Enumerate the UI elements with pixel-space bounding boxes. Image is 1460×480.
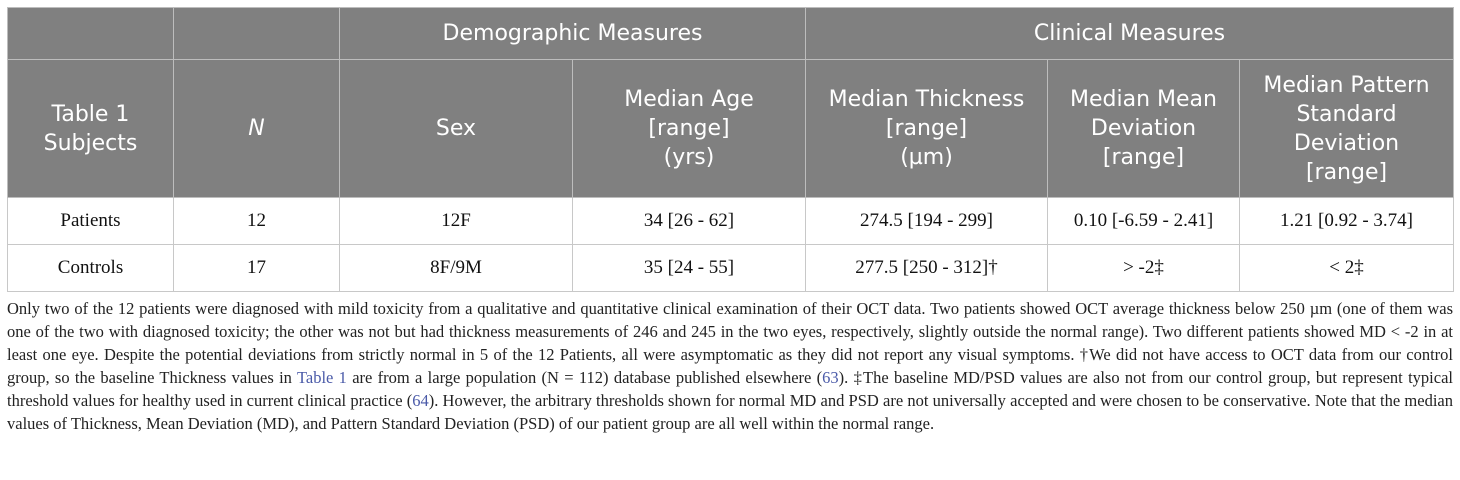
table-cell: 12 bbox=[174, 198, 340, 245]
table-cell: 17 bbox=[174, 245, 340, 292]
table-row bbox=[8, 198, 1454, 245]
reference-63-link[interactable]: 63 bbox=[822, 368, 839, 388]
table-cell: Controls bbox=[8, 245, 174, 292]
table-footnote bbox=[7, 297, 1453, 436]
column-header-n: N bbox=[174, 60, 340, 198]
table-cell: < 2‡ bbox=[1240, 245, 1454, 292]
table-cell: Patients bbox=[8, 198, 174, 245]
column-header-median-thickness: Median Thickness [range] (µm) bbox=[806, 60, 1048, 198]
group-header-clinical: Clinical Measures bbox=[806, 8, 1454, 60]
column-header-median-pattern-sd: Median Pattern Standard Deviation [range] bbox=[1240, 60, 1454, 198]
header-blank-1 bbox=[8, 8, 174, 60]
column-header-subjects: Table 1 Subjects bbox=[8, 60, 174, 198]
footnote-text: Only two of the 12 patients were diagnosed with mild toxicity from a qualitative and quantitative clinical examination of their OCT data. Two patients showed OCT average thickness below 250 µm (one of them was one of the two with diagnosed toxicity; the other was not but had thickness measurements of 246 and 245 in the two eyes, respectively, slightly outside the normal range). Two different patients showed MD < -2 in at least one eye. Despite the potential deviations from strictly normal in 5 of the 12 Patients, all were asymptomatic as they did not report any visual symptoms. †We did not have access to OCT data from our control group, so the baseline Thickness values in bbox=[7, 299, 1453, 388]
table-cell: 277.5 [250 - 312]† bbox=[806, 245, 1048, 292]
table-cell: 274.5 [194 - 299] bbox=[806, 198, 1048, 245]
footnote-text: ). However, the arbitrary thresholds shown for normal MD and PSD are not universally accepted and were chosen to be conservative. Note that the median values of Thickness, Mean Deviation (MD), and Pattern Standard Deviation (PSD) of our patient group are all well within the normal range. bbox=[7, 391, 1453, 434]
table-cell: > -2‡ bbox=[1048, 245, 1240, 292]
group-header-demographic: Demographic Measures bbox=[340, 8, 806, 60]
column-header-median-mean-deviation: Median Mean Deviation [range] bbox=[1048, 60, 1240, 198]
data-table bbox=[7, 7, 1454, 292]
table-cell: 0.10 [-6.59 - 2.41] bbox=[1048, 198, 1240, 245]
column-header-median-age: Median Age [range] (yrs) bbox=[573, 60, 806, 198]
column-header-sex: Sex bbox=[340, 60, 573, 198]
table-cell: 12F bbox=[340, 198, 573, 245]
header-blank-2 bbox=[174, 8, 340, 60]
table-cell: 8F/9M bbox=[340, 245, 573, 292]
table-1-link[interactable]: Table 1 bbox=[296, 368, 347, 388]
footnote-text: are from a large population (N = 112) database published elsewhere ( bbox=[346, 368, 823, 388]
footnote-text: ). ‡The baseline MD/PSD values are also not from our control group, but represent typical threshold values for healthy used in current clinical practice ( bbox=[7, 368, 1453, 411]
table-row bbox=[8, 245, 1454, 292]
table-cell: 34 [26 - 62] bbox=[573, 198, 806, 245]
table-cell: 1.21 [0.92 - 3.74] bbox=[1240, 198, 1454, 245]
table-cell: 35 [24 - 55] bbox=[573, 245, 806, 292]
reference-64-link[interactable]: 64 bbox=[412, 391, 429, 411]
